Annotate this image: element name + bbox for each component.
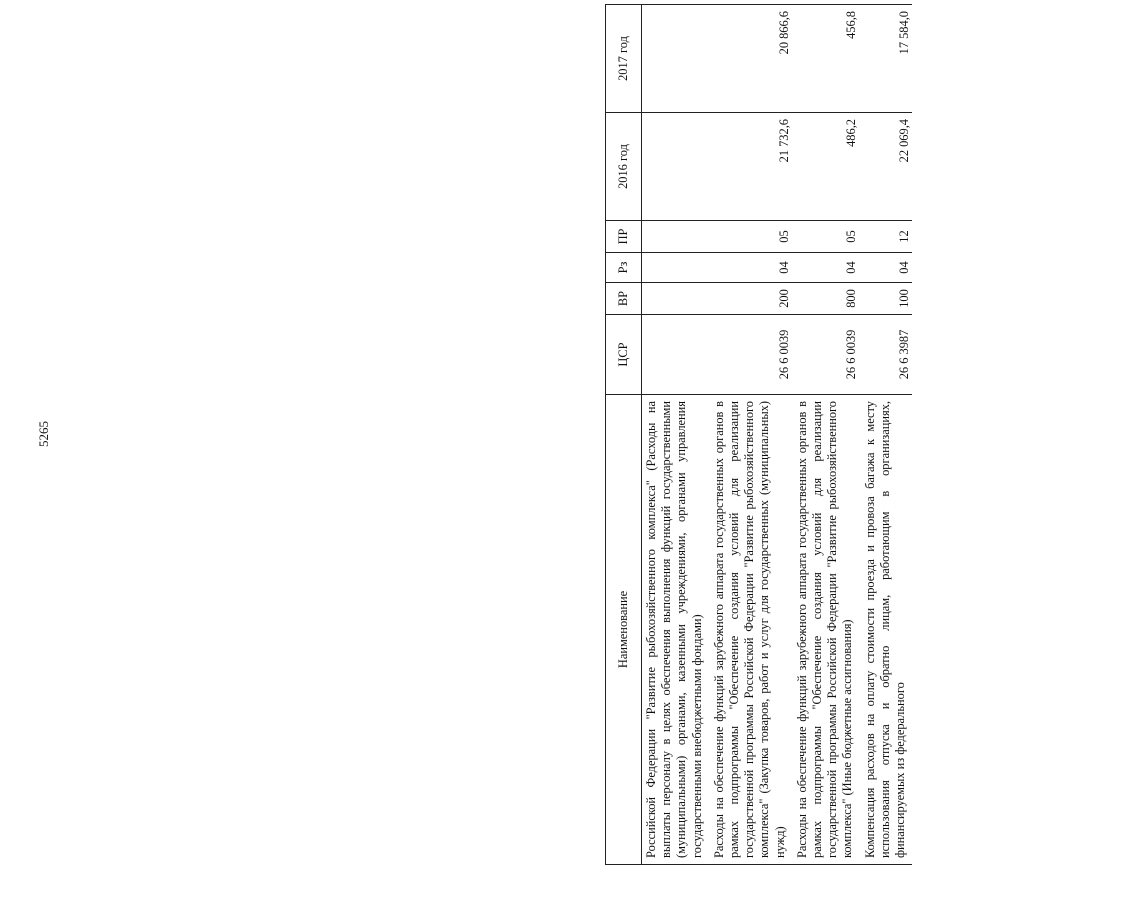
budget-table (605, 4, 912, 865)
table-row (709, 5, 792, 865)
row-2016-cell: 22 069,4 (860, 113, 913, 221)
row-2017-cell: 17 584,0 (860, 5, 913, 113)
page-number: 5265 (36, 421, 51, 447)
row-pr-cell: 05 (792, 221, 860, 253)
row-rz-cell: 04 (709, 253, 792, 283)
row-2017-cell: 456,8 (792, 5, 860, 113)
row-csr-cell (642, 315, 709, 395)
rotated-page-content (605, 5, 1140, 865)
row-name-text: Компенсация расходов на оплату стоимости проезда и провоза багажа к месту использования отпуска и обратно лицам, работающим в организациях, финансируемых из федерального (862, 401, 908, 858)
row-csr-cell: 26 6 0039 (792, 315, 860, 395)
row-2017-cell (642, 5, 709, 113)
row-rz-cell (642, 253, 709, 283)
row-rz-cell: 04 (792, 253, 860, 283)
row-name-cell (860, 395, 913, 865)
row-vr-cell: 800 (792, 283, 860, 315)
table-row (860, 5, 913, 865)
row-csr-cell: 26 6 3987 (860, 315, 913, 395)
row-name-cell (709, 395, 792, 865)
row-pr-cell: 05 (709, 221, 792, 253)
row-name-text: Российской Федерации "Развитие рыбохозяйственного комплекса" (Расходы на выплаты персоналу в целях обеспечения выполнения функций государственными (муниципальными) органами, казенными учреждениями, органами управления государственными внебюджетными фондами) (644, 401, 704, 858)
column-header-rz: Рз (606, 253, 642, 283)
row-2016-cell (642, 113, 709, 221)
row-vr-cell: 200 (709, 283, 792, 315)
row-name-text: Расходы на обеспечение функций зарубежного аппарата государственных органов в рамках подпрограммы "Обеспечение создания условий для реализации государственной программы Российской Федерации "Развитие рыбохозяйственного комплекса" (Иные бюджетные ассигнования) (794, 401, 855, 858)
row-pr-cell: 12 (860, 221, 913, 253)
row-2016-cell: 486,2 (792, 113, 860, 221)
column-header-name: Наименование (606, 395, 642, 865)
row-pr-cell (642, 221, 709, 253)
column-header-2017: 2017 год (606, 5, 642, 113)
column-header-pr: ПР (606, 221, 642, 253)
table-row (642, 5, 709, 865)
row-name-cell (642, 395, 709, 865)
row-name-text: Расходы на обеспечение функций зарубежного аппарата государственных органов в рамках подпрограммы "Обеспечение создания условий для реализации государственной программы Российской Федерации "Развитие рыбохозяйственного комплекса" (Закупка товаров, работ и услуг для государственных (муниципальных) нужд) (711, 401, 787, 858)
column-header-vr: ВР (606, 283, 642, 315)
row-vr-cell (642, 283, 709, 315)
table-header-row (606, 5, 642, 865)
row-2016-cell: 21 732,6 (709, 113, 792, 221)
row-rz-cell: 04 (860, 253, 913, 283)
column-header-csr: ЦСР (606, 315, 642, 395)
row-csr-cell: 26 6 0039 (709, 315, 792, 395)
row-2017-cell: 20 866,6 (709, 5, 792, 113)
row-name-cell (792, 395, 860, 865)
table-row (792, 5, 860, 865)
row-vr-cell: 100 (860, 283, 913, 315)
column-header-2016: 2016 год (606, 113, 642, 221)
